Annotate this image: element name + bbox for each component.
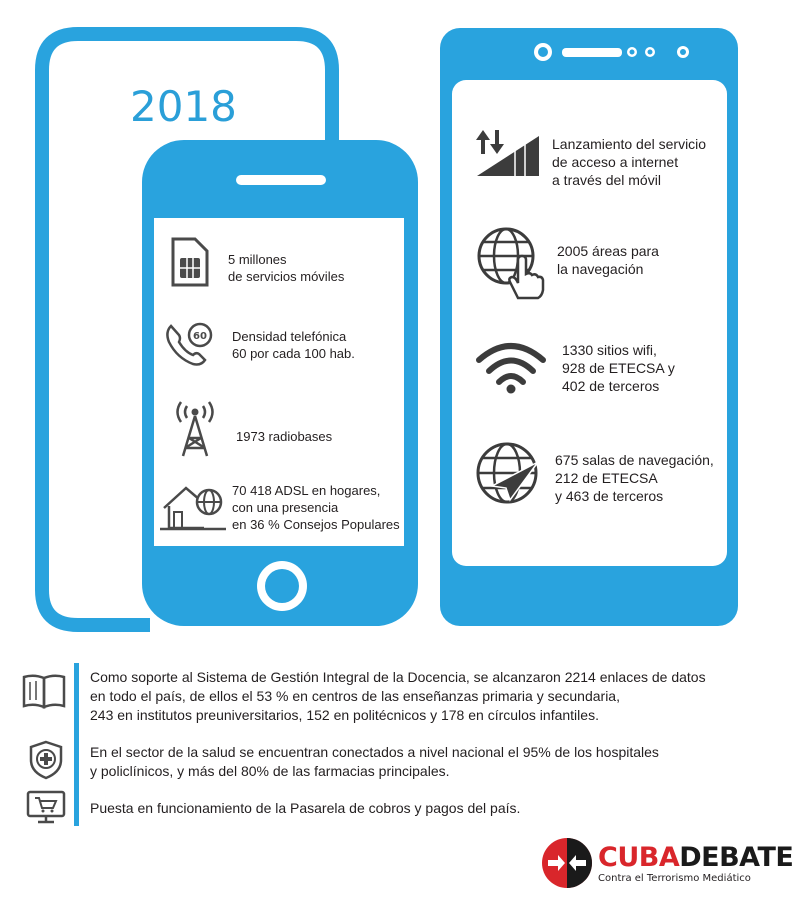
globe-hand-icon [474,226,550,302]
right-item-2: 2005 áreas para la navegación [557,243,659,277]
home-globe-icon [160,482,226,534]
logo-tagline: Contra el Terrorismo Mediático [598,873,751,884]
globe-plane-icon [474,440,540,506]
health-shield-icon [28,740,64,780]
bottom-divider [74,663,79,826]
phone-badge: 60 [193,331,207,342]
right-item-3: 1330 sitios wifi, 928 de ETECSA y 402 de terceros [562,342,675,394]
bottom-paragraph-3: Puesta en funcionamiento de la Pasarela de cobros y pagos del país. [90,800,521,816]
book-icon [22,672,66,712]
bottom-paragraph-2: En el sector de la salud se encuentran conectados a nivel nacional el 95% de los hospitales y policlínicos, y más del 80% de las farmacias principales. [90,744,659,779]
left-item-4: 70 418 ADSL en hogares, con una presencia en 36 % Consejos Populares [232,483,400,532]
year-title: 2018 [130,82,237,131]
bottom-paragraph-1: Como soporte al Sistema de Gestión Integral de la Docencia, se alcanzaron 2214 enlaces de datos en todo el país, de ellos el 53 % en centros de las enseñanzas primaria y secundaria, 243 en institutos preuniversitarios, 152 en politécnicos y 178 en círculos infantiles. [90,669,706,723]
antenna-icon [172,398,218,458]
wifi-icon [476,340,546,394]
left-phone-speaker [236,175,326,185]
logo-wordmark: CUBADEBATE [598,842,793,873]
left-item-1: 5 millones de servicios móviles [228,252,345,284]
left-item-2: Densidad telefónica 60 por cada 100 hab. [232,329,355,361]
mobile-data-icon [475,128,541,178]
right-item-4: 675 salas de navegación, 212 de ETECSA y 463 de terceros [555,452,714,504]
cubadebate-logo-icon [540,836,594,890]
sim-card-icon [170,236,210,288]
shopping-cart-monitor-icon [26,790,66,824]
right-item-1: Lanzamiento del servicio de acceso a internet a través del móvil [552,136,707,188]
left-item-3: 1973 radiobases [236,429,333,444]
right-phone-speaker [562,48,622,57]
phone-60-icon [163,322,213,368]
